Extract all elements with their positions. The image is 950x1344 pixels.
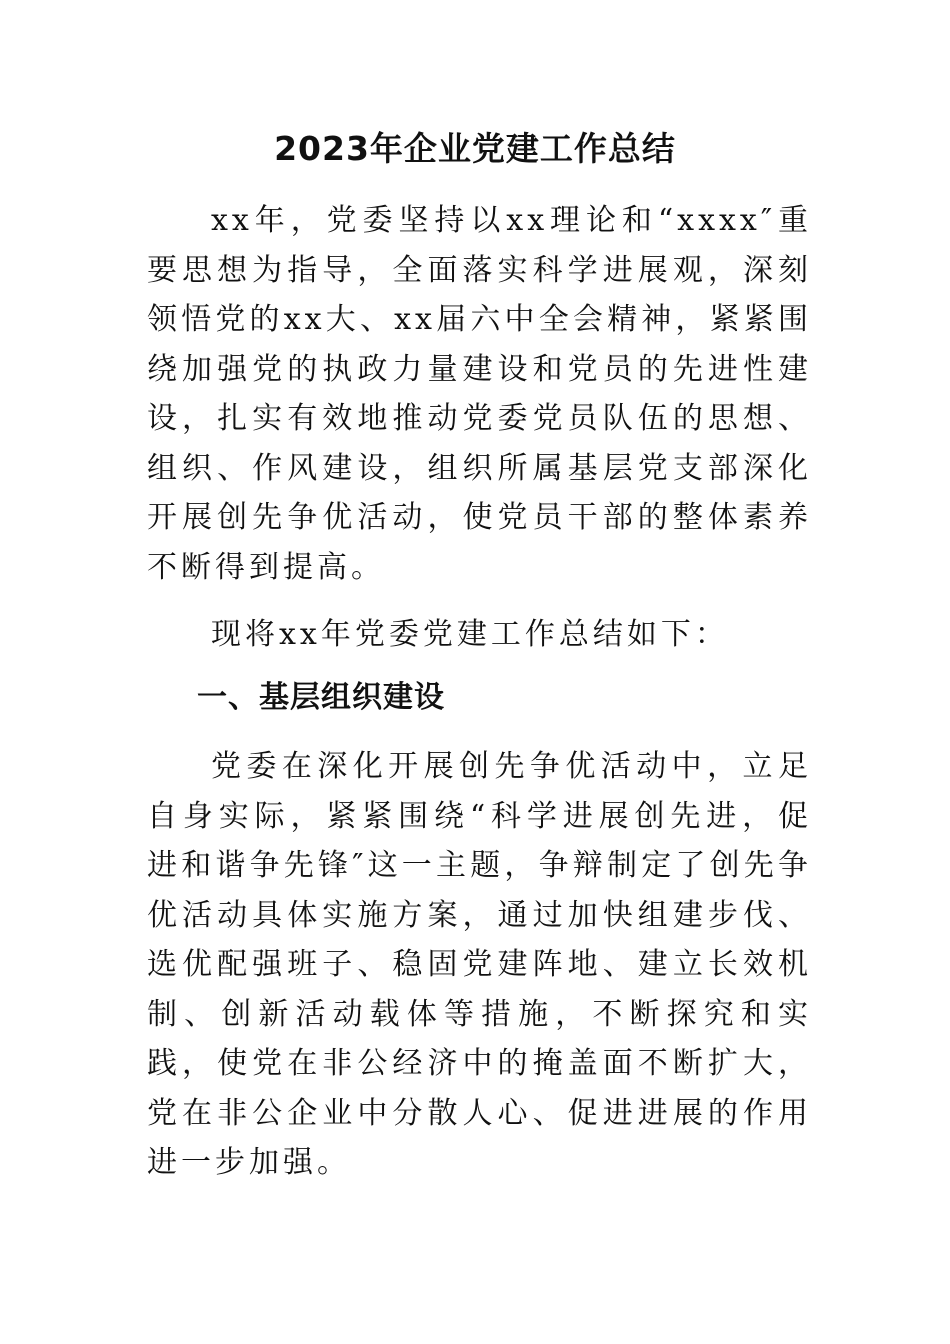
section-heading-grassroots-organization: 一、基层组织建设 — [197, 680, 445, 715]
document-title: 2023年企业党建工作总结 — [274, 129, 676, 168]
summary-lead-paragraph: 现将xx年党委党建工作总结如下： — [211, 617, 729, 652]
intro-paragraph: xx年，党委坚持以xx理论和“xxxx″重要思想为指导，全面落实科学进展观，深刻领悟党的xx大、xx届六中全会精神，紧紧围绕加强党的执政力量建设和党员的先进性建设，扎实有效地推动党委党员队伍的思想、组织、作风建设，组织所属基层党支部深化开展创先争优活动，使党员干部的整体素养不断得到提高。 — [147, 203, 812, 585]
section-paragraph: 党委在深化开展创先争优活动中，立足自身实际，紧紧围绕“科学进展创先进，促进和谐争先锋″这一主题，争辩制定了创先争优活动具体实施方案，通过加快组建步伐、选优配强班子、稳固党建阵地、建立长效机制、创新活动载体等措施，不断探究和实践，使党在非公经济中的掩盖面不断扩大，党在非公企业中分散人心、促进进展的作用进一步加强。 — [147, 749, 812, 1180]
